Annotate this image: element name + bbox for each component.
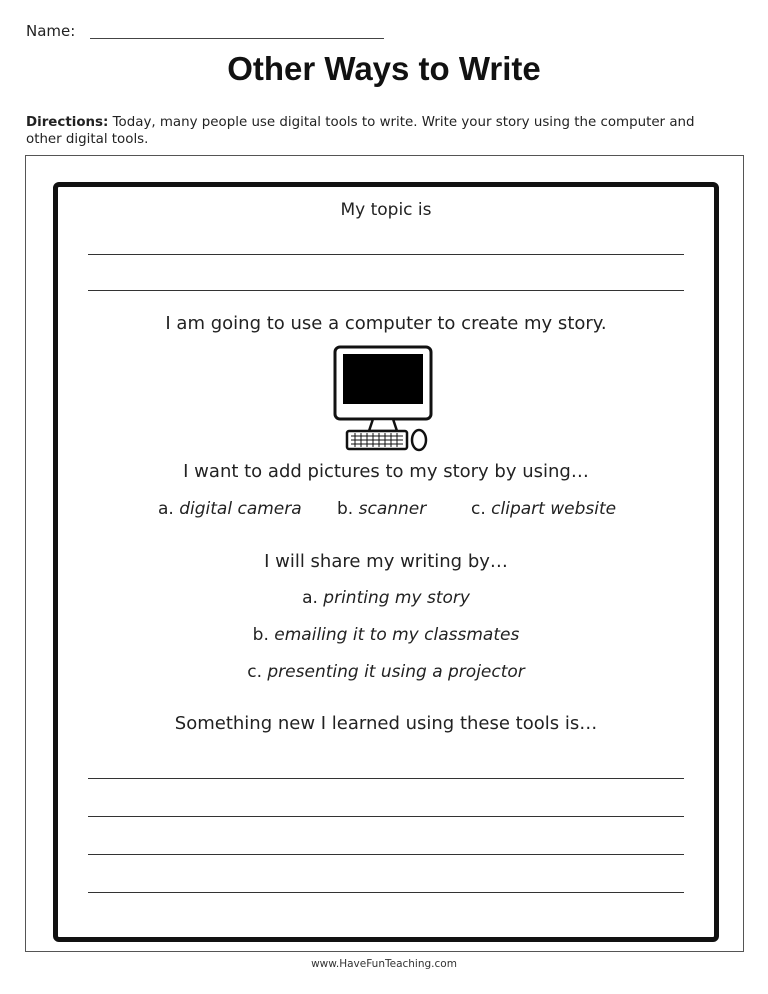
learned-write-line-3[interactable] [88, 854, 684, 855]
topic-write-line-1[interactable] [88, 254, 684, 255]
picture-option-a[interactable]: a. digital camera [158, 499, 302, 519]
directions-text: Today, many people use digital tools to write. Write your story using the computer and other digital tools. [26, 115, 695, 147]
picture-option-c[interactable]: c. clipart website [471, 499, 617, 519]
topic-prompt: My topic is [340, 200, 432, 220]
footer-website: www.HaveFunTeaching.com [311, 958, 457, 970]
share-option-a[interactable]: a. printing my story [302, 588, 470, 608]
topic-write-line-2[interactable] [88, 290, 684, 291]
share-prompt: I will share my writing by… [264, 551, 508, 572]
computer-sentence: I am going to use a computer to create my story. [165, 313, 607, 334]
page-title: Other Ways to Write [227, 50, 541, 87]
name-label: Name: [26, 22, 76, 40]
share-option-b[interactable]: b. emailing it to my classmates [252, 625, 520, 645]
share-option-c[interactable]: c. presenting it using a projector [247, 662, 525, 682]
learned-write-line-2[interactable] [88, 816, 684, 817]
learned-prompt: Something new I learned using these tools is… [174, 713, 598, 734]
learned-write-line-4[interactable] [88, 892, 684, 893]
name-write-line[interactable] [90, 38, 384, 39]
desktop-computer-icon [333, 345, 433, 455]
learned-write-line-1[interactable] [88, 778, 684, 779]
picture-option-b[interactable]: b. scanner [337, 499, 427, 519]
pictures-prompt: I want to add pictures to my story by using… [183, 461, 589, 482]
directions-label: Directions: [26, 115, 109, 130]
directions [26, 114, 726, 148]
